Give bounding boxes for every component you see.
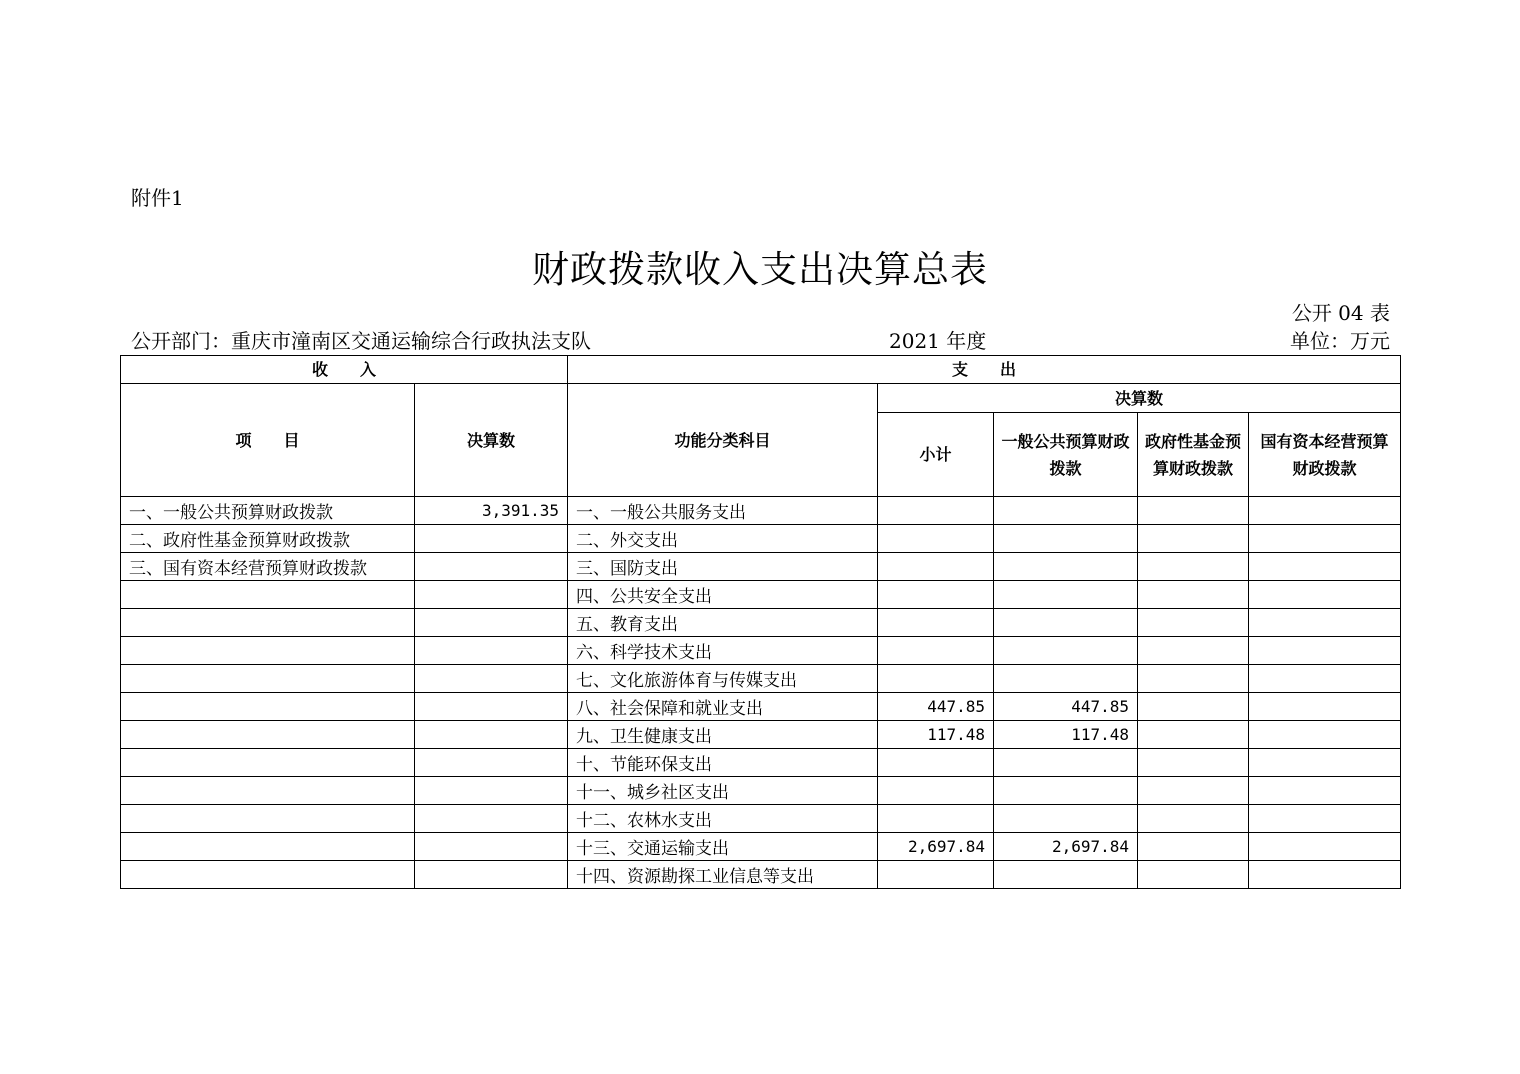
final-amount-group-header: 决算数 [878,384,1401,413]
income-item-cell [121,609,415,637]
income-item-cell [121,665,415,693]
table-number: 公开 04 表 [1291,301,1390,325]
header-row-2 [121,384,1401,413]
header-row-1 [121,356,1401,384]
state-capital-cell [1249,777,1401,805]
income-item-cell [121,637,415,665]
income-item-cell [121,749,415,777]
table-row [121,861,1401,889]
table-row [121,497,1401,525]
subtotal-cell: 447.85 [878,693,994,721]
subtotal-cell [878,497,994,525]
meta-row [131,328,1390,354]
state-capital-cell [1249,861,1401,889]
income-amount-cell [415,525,568,553]
state-capital-cell [1249,693,1401,721]
expense-item-cell: 五、教育支出 [568,609,878,637]
general-budget-header: 一般公共预算财政拨款 [994,413,1138,497]
income-item-cell [121,805,415,833]
attachment-label: 附件1 [131,186,184,210]
expense-item-cell: 十、节能环保支出 [568,749,878,777]
table-row [121,721,1401,749]
expense-item-cell: 十二、农林水支出 [568,805,878,833]
subtotal-cell [878,805,994,833]
subtotal-cell: 117.48 [878,721,994,749]
gov-fund-cell [1138,609,1249,637]
general-budget-cell [994,609,1138,637]
income-amount-cell [415,693,568,721]
income-amount-cell [415,833,568,861]
gov-fund-cell [1138,749,1249,777]
income-item-cell: 三、国有资本经营预算财政拨款 [121,553,415,581]
subtotal-cell [878,777,994,805]
income-item-cell: 二、政府性基金预算财政拨款 [121,525,415,553]
expense-item-cell: 九、卫生健康支出 [568,721,878,749]
subtotal-cell [878,581,994,609]
income-amount-cell [415,861,568,889]
subtotal-cell: 2,697.84 [878,833,994,861]
general-budget-cell: 2,697.84 [994,833,1138,861]
income-amount-cell [415,777,568,805]
income-item-cell [121,693,415,721]
expense-header: 支 出 [568,356,1401,384]
expense-item-cell: 三、国防支出 [568,553,878,581]
state-capital-cell [1249,665,1401,693]
income-item-cell: 一、一般公共预算财政拨款 [121,497,415,525]
expense-item-cell: 十三、交通运输支出 [568,833,878,861]
state-capital-cell [1249,525,1401,553]
income-amount-cell [415,721,568,749]
income-amount-cell [415,553,568,581]
final-amount-header: 决算数 [415,384,568,497]
function-category-header: 功能分类科目 [568,384,878,497]
item-header: 项 目 [121,384,415,497]
general-budget-cell [994,805,1138,833]
subtotal-cell [878,609,994,637]
table-row [121,805,1401,833]
table-row [121,693,1401,721]
gov-fund-cell [1138,805,1249,833]
income-amount-cell [415,665,568,693]
table-row [121,637,1401,665]
table-row [121,553,1401,581]
state-capital-cell [1249,581,1401,609]
gov-fund-cell [1138,861,1249,889]
general-budget-cell [994,777,1138,805]
income-item-cell [121,581,415,609]
unit-label: 单位：万元 [1290,329,1390,353]
expense-item-cell: 十四、资源勘探工业信息等支出 [568,861,878,889]
income-amount-cell [415,609,568,637]
general-budget-cell [994,749,1138,777]
gov-fund-cell [1138,721,1249,749]
gov-fund-budget-header: 政府性基金预算财政拨款 [1138,413,1249,497]
expense-item-cell: 七、文化旅游体育与传媒支出 [568,665,878,693]
income-header: 收 入 [121,356,568,384]
income-amount-cell [415,805,568,833]
gov-fund-cell [1138,637,1249,665]
table-row [121,525,1401,553]
gov-fund-cell [1138,525,1249,553]
expense-item-cell: 十一、城乡社区支出 [568,777,878,805]
state-capital-cell [1249,637,1401,665]
subtotal-header: 小计 [878,413,994,497]
table-row [121,581,1401,609]
page-title: 财政拨款收入支出决算总表 [532,248,988,291]
general-budget-cell [994,581,1138,609]
state-capital-cell [1249,609,1401,637]
state-capital-cell [1249,749,1401,777]
gov-fund-cell [1138,777,1249,805]
general-budget-cell [994,497,1138,525]
state-capital-cell [1249,553,1401,581]
table-row [121,833,1401,861]
state-capital-cell [1249,805,1401,833]
expense-item-cell: 八、社会保障和就业支出 [568,693,878,721]
subtotal-cell [878,525,994,553]
general-budget-cell [994,553,1138,581]
gov-fund-cell [1138,553,1249,581]
general-budget-cell [994,861,1138,889]
income-amount-cell [415,749,568,777]
state-capital-cell [1249,721,1401,749]
state-capital-budget-header: 国有资本经营预算财政拨款 [1249,413,1401,497]
expense-item-cell: 一、一般公共服务支出 [568,497,878,525]
income-amount-cell [415,581,568,609]
income-item-cell [121,833,415,861]
gov-fund-cell [1138,665,1249,693]
expense-item-cell: 二、外交支出 [568,525,878,553]
gov-fund-cell [1138,833,1249,861]
state-capital-cell [1249,497,1401,525]
general-budget-cell: 447.85 [994,693,1138,721]
subtotal-cell [878,749,994,777]
expense-item-cell: 四、公共安全支出 [568,581,878,609]
income-item-cell [121,721,415,749]
income-item-cell [121,861,415,889]
general-budget-cell [994,525,1138,553]
expense-item-cell: 六、科学技术支出 [568,637,878,665]
table-row [121,665,1401,693]
fiscal-year: 2021 年度 [889,329,987,353]
state-capital-cell [1249,833,1401,861]
subtotal-cell [878,637,994,665]
subtotal-cell [878,553,994,581]
gov-fund-cell [1138,581,1249,609]
income-amount-cell: 3,391.35 [415,497,568,525]
gov-fund-cell [1138,693,1249,721]
income-item-cell [121,777,415,805]
department-label: 公开部门：重庆市潼南区交通运输综合行政执法支队 [131,329,591,353]
general-budget-cell [994,665,1138,693]
table-row [121,609,1401,637]
general-budget-cell: 117.48 [994,721,1138,749]
gov-fund-cell [1138,497,1249,525]
income-amount-cell [415,637,568,665]
subtotal-cell [878,861,994,889]
table-row [121,777,1401,805]
budget-table [120,355,1401,889]
table-row [121,749,1401,777]
subtotal-cell [878,665,994,693]
general-budget-cell [994,637,1138,665]
